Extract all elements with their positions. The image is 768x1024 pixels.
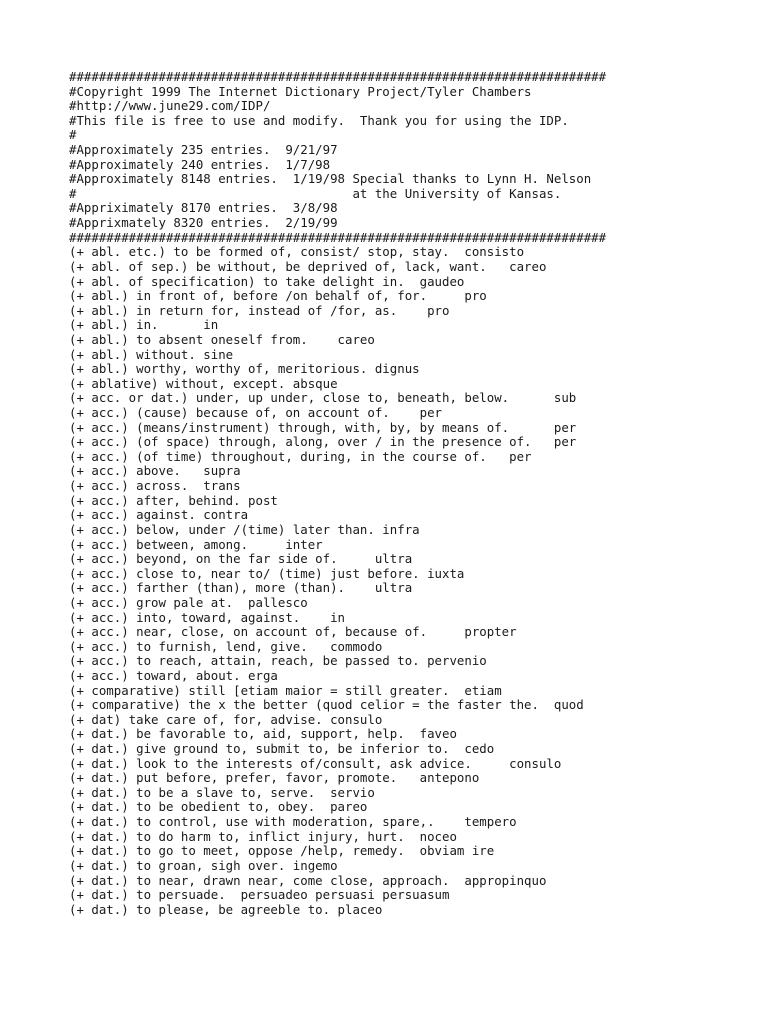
dictionary-entry: (+ dat.) to go to meet, oppose /help, remedy. obviam ire <box>69 843 495 859</box>
dictionary-entry: (+ acc.) (of time) throughout, during, in the course of. per <box>69 448 532 464</box>
header-line: ######################################################################## <box>69 69 607 84</box>
dictionary-entry: (+ dat.) to persuade. persuadeo persuasi persuasum <box>69 887 450 903</box>
dictionary-entry: (+ dat) take care of, for, advise. consulo <box>69 711 383 727</box>
dictionary-entry: (+ acc.) below, under /(time) later than. infra <box>69 521 420 537</box>
dictionary-entry: (+ comparative) still [etiam maior = still greater. etiam <box>69 682 502 698</box>
dictionary-entry: (+ abl.) in. in <box>69 317 219 333</box>
dictionary-entry: (+ abl.) to absent oneself from. careo <box>69 331 375 347</box>
header-line: #Approximately 235 entries. 9/21/97 <box>69 142 338 158</box>
dictionary-entry: (+ acc.) (of space) through, along, over / in the presence of. per <box>69 434 577 450</box>
file-header <box>69 70 759 245</box>
dictionary-entry: (+ dat.) give ground to, submit to, be inferior to. cedo <box>69 741 495 757</box>
dictionary-entry: (+ abl.) in front of, before /on behalf of, for. pro <box>69 288 487 304</box>
header-line: #http://www.june29.com/IDP/ <box>69 98 271 114</box>
header-line: #This file is free to use and modify. Thank you for using the IDP. <box>69 112 569 128</box>
dictionary-entry: (+ ablative) without, except. absque <box>69 375 338 391</box>
dictionary-entry: (+ dat.) to near, drawn near, come close, approach. appropinquo <box>69 872 547 888</box>
dictionary-entry: (+ acc.) across. trans <box>69 478 241 494</box>
dictionary-entry: (+ acc.) between, among. inter <box>69 536 323 552</box>
dictionary-entry: (+ acc.) (means/instrument) through, with, by, by means of. per <box>69 419 577 435</box>
dictionary-entry: (+ acc.) to reach, attain, reach, be passed to. pervenio <box>69 653 487 669</box>
dictionary-entry: (+ abl. of specification) to take delight in. gaudeo <box>69 273 465 289</box>
dictionary-entry: (+ abl.) worthy, worthy of, meritorious. dignus <box>69 361 420 377</box>
dictionary-entry: (+ acc.) beyond, on the far side of. ultra <box>69 551 413 567</box>
dictionary-entry: (+ abl. etc.) to be formed of, consist/ stop, stay. consisto <box>69 244 525 260</box>
dictionary-entry: (+ dat.) look to the interests of/consult, ask advice. consulo <box>69 755 562 771</box>
text-document <box>69 70 759 917</box>
dictionary-entry: (+ acc.) farther (than), more (than). ultra <box>69 580 413 596</box>
dictionary-entry: (+ acc.) close to, near to/ (time) just before. iuxta <box>69 565 465 581</box>
dictionary-entry: (+ dat.) to be obedient to, obey. pareo <box>69 799 368 815</box>
dictionary-entry: (+ dat.) to be a slave to, serve. servio <box>69 784 375 800</box>
dictionary-entry: (+ dat.) to control, use with moderation, spare,. tempero <box>69 814 517 830</box>
dictionary-entry: (+ acc.) (cause) because of, on account of. per <box>69 405 442 421</box>
dictionary-entry: (+ dat.) to please, be agreeble to. placeo <box>69 901 383 917</box>
header-line: #Approximately 240 entries. 1/7/98 <box>69 156 331 172</box>
dictionary-entry: (+ acc.) into, toward, against. in <box>69 609 346 625</box>
header-line: #Appriximately 8170 entries. 3/8/98 <box>69 200 338 216</box>
dictionary-entries <box>69 245 759 917</box>
dictionary-entry: (+ acc.) above. supra <box>69 463 241 479</box>
dictionary-entry: (+ abl.) in return for, instead of /for, as. pro <box>69 302 450 318</box>
dictionary-entry: (+ abl.) without. sine <box>69 346 234 362</box>
dictionary-entry: (+ acc.) toward, about. erga <box>69 667 278 683</box>
dictionary-entry: (+ abl. of sep.) be without, be deprived of, lack, want. careo <box>69 258 547 274</box>
dictionary-entry: (+ acc.) grow pale at. pallesco <box>69 594 308 610</box>
header-line: ######################################################################## <box>69 229 607 245</box>
header-line: #Approximately 8148 entries. 1/19/98 Special thanks to Lynn H. Nelson <box>69 171 592 187</box>
dictionary-entry: (+ acc.) after, behind. post <box>69 492 278 508</box>
dictionary-entry: (+ acc. or dat.) under, up under, close to, beneath, below. sub <box>69 390 577 406</box>
header-line: # <box>69 127 77 143</box>
header-line: # at the University of Kansas. <box>69 185 562 201</box>
header-line: #Apprixmately 8320 entries. 2/19/99 <box>69 215 338 231</box>
dictionary-entry: (+ dat.) to groan, sigh over. ingemo <box>69 857 338 873</box>
dictionary-entry: (+ dat.) put before, prefer, favor, promote. antepono <box>69 770 480 786</box>
dictionary-entry: (+ comparative) the x the better (quod celior = the faster the. quod <box>69 697 584 713</box>
dictionary-entry: (+ acc.) to furnish, lend, give. commodo <box>69 638 383 654</box>
dictionary-entry: (+ dat.) be favorable to, aid, support, help. faveo <box>69 726 457 742</box>
dictionary-entry: (+ dat.) to do harm to, inflict injury, hurt. noceo <box>69 828 457 844</box>
header-line: #Copyright 1999 The Internet Dictionary Project/Tyler Chambers <box>69 83 532 99</box>
dictionary-entry: (+ acc.) near, close, on account of, because of. propter <box>69 624 517 640</box>
dictionary-entry: (+ acc.) against. contra <box>69 507 249 523</box>
